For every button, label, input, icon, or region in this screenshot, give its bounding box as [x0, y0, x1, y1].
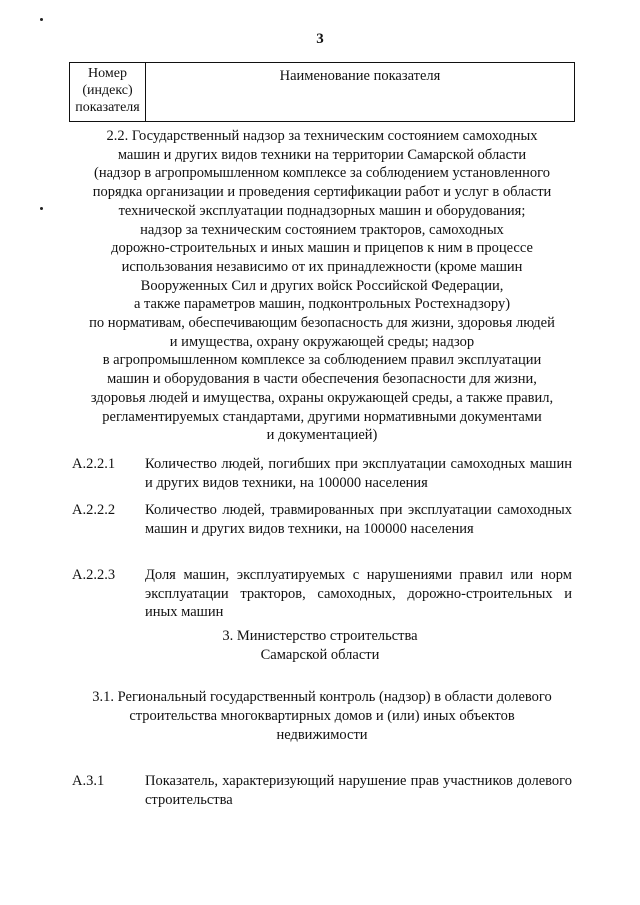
indicator-name: Доля машин, эксплуатируемых с нарушениями правил или норм эксплуатации тракторов, самоходных, дорожно-строительных и иных машин: [145, 567, 572, 620]
heading-line: (надзор в агропромышленном комплексе за соблюдением установленного: [94, 165, 550, 182]
heading-line: технической эксплуатации поднадзорных машин и оборудования;: [118, 202, 526, 219]
indicator-name: Количество людей, погибших при эксплуатации самоходных машин и других видов техники, на 100000 населения: [145, 456, 572, 491]
indicator-code: А.2.2.3: [72, 567, 116, 583]
heading-line: 3.1. Региональный государственный контроль (надзор) в области долевого: [92, 689, 552, 705]
heading-line: и документацией): [266, 427, 378, 444]
header-index-line: (индекс): [82, 83, 133, 98]
page-number: 3: [316, 31, 324, 47]
section-2-2-heading: [68, 127, 576, 445]
heading-line: порядка организации и проведения сертификации работ и услуг в области: [92, 184, 552, 201]
ministry-line: 3. Министерство строительства: [222, 628, 418, 644]
indicator-code: А.2.2.2: [72, 502, 116, 518]
heading-line: использования независимо от их принадлежности (кроме машин: [121, 258, 523, 275]
heading-line: машин и других видов техники на территории Самарской области: [117, 146, 527, 163]
indicator-code: А.2.2.1: [72, 456, 116, 472]
heading-line: машин и оборудования в части обеспечения безопасности для жизни,: [107, 371, 537, 388]
indicator-table-header: [69, 62, 575, 122]
indicator-row: [72, 772, 572, 809]
heading-line: по нормативам, обеспечивающим безопасность для жизни, здоровья людей: [89, 315, 555, 332]
heading-line: здоровья людей и имущества, охраны окружающей среды, а также правил,: [90, 389, 554, 406]
heading-line: в агропромышленном комплексе за соблюдением правил эксплуатации: [102, 352, 542, 369]
header-index-line: показателя: [75, 100, 140, 115]
heading-line: регламентируемых стандартами, другими нормативными документами: [102, 408, 542, 425]
ministry-heading: [0, 627, 640, 665]
indicator-name: Количество людей, травмированных при эксплуатации самоходных машин и других видов техники, на 100000 населения: [145, 502, 572, 537]
indicator-row: [72, 501, 572, 538]
indicator-row: [72, 455, 572, 492]
heading-line: и имущества, охрану окружающей среды; надзор: [169, 333, 475, 350]
header-index-column: [70, 63, 146, 121]
heading-line: 2.2. Государственный надзор за техническим состоянием самоходных: [106, 128, 538, 144]
heading-line: Вооруженных Сил и других войск Российской Федерации,: [140, 277, 504, 294]
heading-line: а также параметров машин, подконтрольных Ростехнадзору): [133, 296, 511, 313]
indicator-name: Показатель, характеризующий нарушение прав участников долевого строительства: [145, 773, 572, 808]
indicator-code: А.3.1: [72, 773, 105, 789]
scan-mark: [40, 207, 43, 210]
header-name-column: Наименование показателя: [279, 68, 441, 84]
heading-line: дорожно-строительных и иных машин и прицепов к ним в процессе: [111, 240, 533, 257]
ministry-line: Самарской области: [260, 647, 380, 663]
heading-line: строительства многоквартирных домов и (или) иных объектов: [129, 708, 515, 724]
heading-line: недвижимости: [276, 727, 368, 743]
section-3-1-heading: [68, 688, 576, 745]
indicator-row: [72, 566, 572, 622]
header-index-line: Номер: [88, 66, 127, 81]
heading-line: надзор за техническим состоянием тракторов, самоходных: [140, 221, 504, 238]
scan-mark: [40, 18, 43, 21]
